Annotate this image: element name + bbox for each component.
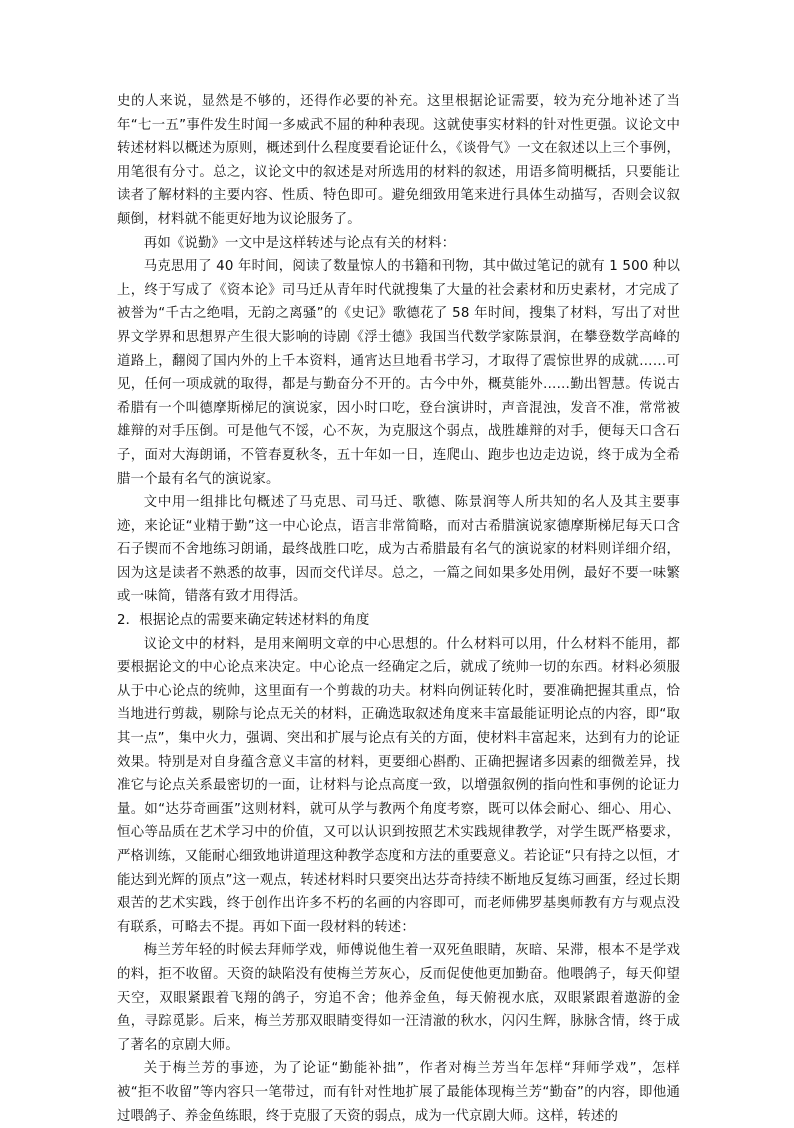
paragraph-material-angle: 议论文中的材料，是用来阐明文章的中心思想的。什么材料可以用，什么材料不能用，都要根据论文的中心论点来决定。中心论点一经确定之后，就成了统帅一切的东西。材料必须服从于中心论点的统帅，这里面有一个剪裁的功夫。材料向例证转化时，要准确把握其重点，恰当地进行剪裁，剔除与论点无关的材料，正确选取叙述角度来丰富最能证明论点的内容，即“取其一点”，集中火力，强调、突出和扩展与论点有关的方面，使材料丰富起来，达到有力的论证效果。特别是对自身蕴含意义丰富的材料，更要细心斟酌、正确把握诸多因素的细微差异，找准它与论点关系最密切的一面，让材料与论点高度一致，以增强叙例的指向性和事例的论证力量。如“达芬奇画蛋”这则材料，就可从学与教两个角度考察，既可以体会耐心、细心、用心、恒心等品质在艺术学习中的价值，又可以认识到按照艺术实践规律教学，对学生既严格要求，严格训练，又能耐心细致地讲道理这种教学态度和方法的重要意义。若论证“只有持之以恒，才能达到光辉的顶点”这一观点，转述材料时只要突出达芬奇持续不断地反复练习画蛋，经过长期艰苦的艺术实践，终于创作出许多不朽的名画的内容即可，而老师佛罗基奥师教有方与观点没有联系，可略去不提。再如下面一段材料的转述：: [117, 636, 680, 935]
paragraph-intro-shuoqin: 再如《说勤》一文中是这样转述与论点有关的材料：: [143, 235, 456, 251]
section-heading-2: 2．根据论点的需要来确定转述材料的角度: [117, 613, 370, 629]
paragraph-quote-meilanfang: 梅兰芳年轻的时候去拜师学戏，师傅说他生着一双死鱼眼睛，灰暗、呆滞，根本不是学戏的料，拒不收留。天资的缺陷没有使梅兰芳灰心，反而促使他更加勤奋。他喂鸽子，每天仰望天空，双眼紧跟着飞翔的鸽子，穷追不舍；他养金鱼，每天俯视水底，双眼紧跟着遨游的金鱼，寻踪觅影。后来，梅兰芳那双眼睛变得如一汪清澈的秋水，闪闪生辉，脉脉含情，终于成了著名的京剧大师。: [117, 943, 680, 1053]
paragraph-analysis-meilanfang: 关于梅兰芳的事迹，为了论证“勤能补拙”，作者对梅兰芳当年怎样“拜师学戏”，怎样被“拒不收留”等内容只一笔带过，而有针对性地扩展了最能体现梅兰芳“勤奋”的内容，即他通过喂鸽子、养金鱼练眼，终于克服了天资的弱点，成为一代京剧大师。这样，转述的: [117, 1061, 680, 1124]
paragraph-continuation: 史的人来说，显然是不够的，还得作必要的补充。这里根据论证需要，较为充分地补述了当年“七一五”事件发生时闻一多威武不屈的种种表现。这就使事实材料的针对性更强。议论文中转述材料以概述为原则，概述到什么程度要看论证什么，《谈骨气》一文在叙述以上三个事例，用笔很有分寸。总之，议论文中的叙述是对所选用的材料的叙述，用语多简明概括，只要能让读者了解材料的主要内容、性质、特色即可。避免细致用笔来进行具体生动描写，否则会议叙颠倒，材料就不能更好地为议论服务了。: [117, 94, 680, 227]
document-page: [117, 90, 680, 1128]
paragraph-quote-shuoqin: 马克思用了 40 年时间，阅读了数量惊人的书籍和刊物，其中做过笔记的就有 1 500 种以上，终于写成了《资本论》司马迁从青年时代就搜集了大量的社会素材和历史素材，才完成了被誉为“千古之绝唱，无韵之离骚”的《史记》歌德花了 58 年时间，搜集了材料，写出了对世界文学界和思想界产生很大影响的诗剧《浮士德》我国当代数学家陈景润，在攀登数学高峰的道路上，翻阅了国内外的上千本资料，通宵达旦地看书学习，才取得了震惊世界的成就……可见，任何一项成就的取得，都是与勤奋分不开的。古今中外，概莫能外……勤出智慧。传说古希腊有一个叫德摩斯梯尼的演说家，因小时口吃，登台演讲时，声音混浊，发音不准，常常被雄辩的对手压倒。可是他气不馁，心不灰，为克服这个弱点，战胜雄辩的对手，便每天口含石子，面对大海朗诵，不管春夏秋冬，五十年如一日，连爬山、跑步也边走边说，终于成为全希腊一个最有名气的演说家。: [117, 259, 680, 487]
paragraph-analysis-shuoqin: 文中用一组排比句概述了马克思、司马迁、歌德、陈景润等人所共知的名人及其主要事迹，来论证“业精于勤”这一中心论点，语言非常简略，而对古希腊演说家德摩斯梯尼每天口含石子锲而不舍地练习朗诵，最终战胜口吃，成为古希腊最有名气的演说家的材料则详细介绍，因为这是读者不熟悉的故事，因而交代详尽。总之，一篇之间如果多处用例，最好不要一味繁或一味简，错落有致才用得活。: [117, 495, 680, 605]
